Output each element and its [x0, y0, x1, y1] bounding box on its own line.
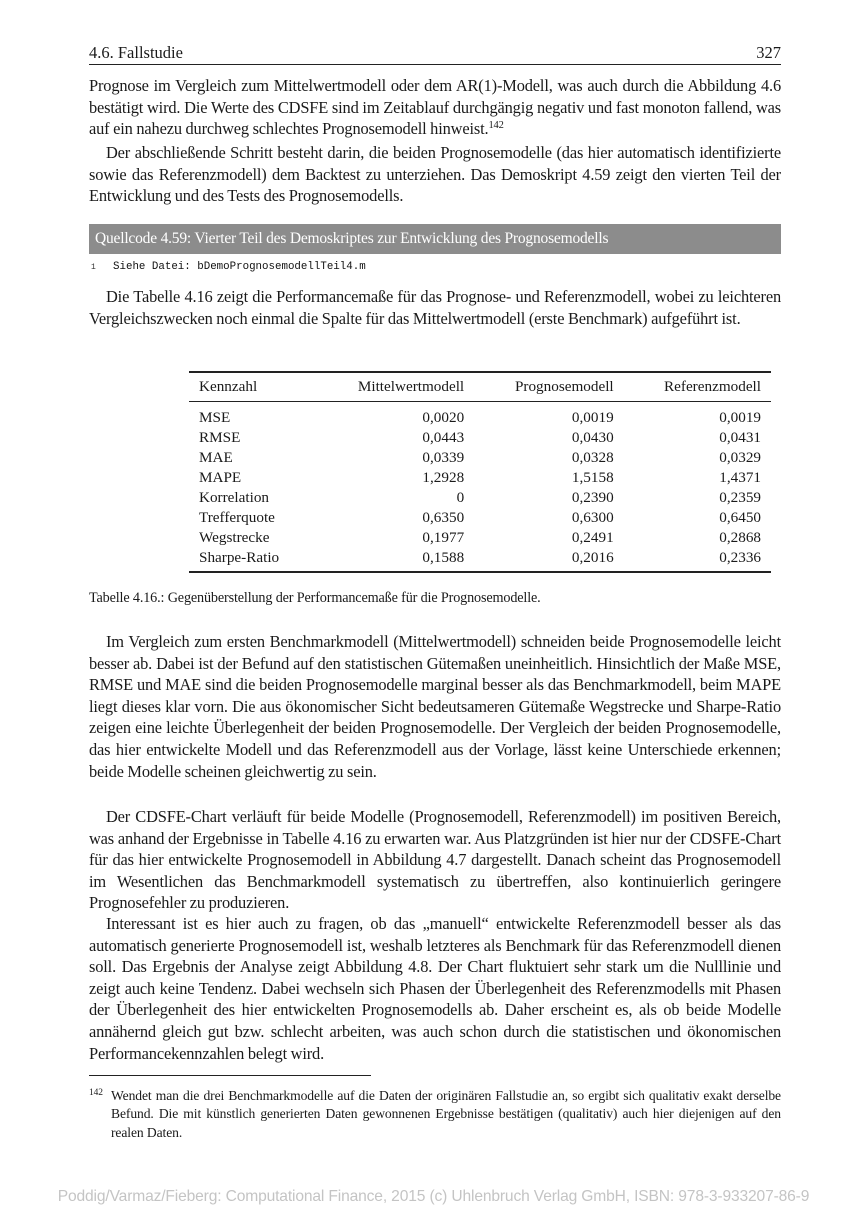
table-row	[189, 488, 771, 508]
table-row	[189, 508, 771, 528]
performance-table	[189, 371, 771, 573]
section-title: 4.6. Fallstudie	[89, 43, 183, 62]
cell-value: 0,2359	[719, 489, 761, 506]
paragraph-1-text: Prognose im Vergleich zum Mittelwertmodell oder dem AR(1)-Modell, was auch durch die Abbildung 4.6 bestätigt wird. Die Werte des CDSFE sind im Zeitablauf durchgängig negativ und fast monoton fallend, was auf ein nahezu durchweg schlechtes Prognosemodell hinweist.	[89, 76, 781, 139]
cell-value: 0,0430	[571, 429, 614, 446]
cell-value: 0,0328	[571, 449, 614, 466]
cell-value: 0,0339	[422, 449, 465, 466]
cell-value: 0,2016	[571, 549, 614, 566]
cell-value: 0,6450	[719, 509, 761, 526]
footnote	[89, 1087, 781, 1142]
footnote-mark: 142	[89, 1088, 103, 1098]
cell-metric: RMSE	[199, 429, 241, 446]
table-row	[189, 448, 771, 468]
cell-metric: Trefferquote	[199, 509, 275, 526]
cell-value: 0,1588	[422, 549, 465, 566]
table-row	[189, 548, 771, 572]
cell-value: 0,0019	[571, 409, 614, 426]
column-header-prognosemodell: Prognosemodell	[514, 378, 614, 395]
table-row	[189, 528, 771, 548]
paragraph-1	[89, 75, 781, 140]
cell-value: 0,1977	[422, 529, 465, 546]
cell-value: 0,0020	[422, 409, 465, 426]
paragraph-4: Im Vergleich zum ersten Benchmarkmodell (Mittelwertmodell) schneiden beide Prognosemodelle leicht besser ab. Dabei ist der Befund auf den statistischen Gütemaßen uneinheitlich. Hinsichtlich der Maße MSE, RMSE und MAE sind die beiden Prognosemodelle marginal besser als das Benchmarkmodell, beim MAPE liegt dieses klar vorn. Die aus ökonomischer Sicht bedeutsameren Gütemaße Wegstrecke und Sharpe-Ratio zeigen eine leichte Überlegenheit der beiden Prognosemodelle. Der Vergleich der beiden Prognosemodelle, das hier entwickelte Modell und das Referenzmodell aus der Vorlage, lässt keine Unterschiede erkennen; beide Modelle scheinen gleichwertig zu sein.	[89, 632, 781, 781]
cell-value: 0,2491	[571, 529, 614, 546]
cell-metric: MAE	[199, 449, 233, 466]
paragraph-6: Interessant ist es hier auch zu fragen, ob das „manuell“ entwickelte Referenzmodell besser als das automatisch generierte Prognosemodell ist, weshalb letzteres als Benchmark für das Referenzmodell dienen soll. Das Ergebnis der Analyse zeigt Abbildung 4.8. Der Chart fluktuiert sehr stark um die Nulllinie und zeigt auch keine Tendenz. Dabei wechseln sich Phasen der Überlegenheit des Referenzmodells mit Phasen der Überlegenheit des hier entwickelten Prognosemodells ab. Daher erscheint es, als ob beide Modelle annähernd gleich gut bzw. schlecht arbeiten, was auch schon durch die statistischen und ökonomischen Performancekennzahlen belegt wird.	[89, 914, 781, 1063]
table-row	[189, 428, 771, 448]
table-header-row	[189, 372, 771, 402]
footnote-rule	[89, 1075, 371, 1076]
cell-metric: Wegstrecke	[199, 529, 270, 546]
cell-value: 0,2390	[571, 489, 614, 506]
paragraph-5: Der CDSFE-Chart verläuft für beide Modelle (Prognosemodell, Referenzmodell) im positiven Bereich, was anhand der Ergebnisse in Tabelle 4.16 zu erwarten war. Aus Platzgründen ist hier nur der CDSFE-Chart für das hier entwickelte Prognosemodell in Abbildung 4.7 dargestellt. Danach scheint das Prognosemodell im Wesentlichen das Benchmarkmodell systematisch zu übertreffen, also kontinuierlich geringere Prognosefehler zu produzieren.	[89, 807, 781, 913]
cell-value: 0,0019	[719, 409, 761, 426]
column-header-referenzmodell: Referenzmodell	[664, 378, 761, 395]
cell-value: 0,0443	[422, 429, 465, 446]
cell-value: 0,0329	[719, 449, 761, 466]
paragraph-2: Der abschließende Schritt besteht darin, die beiden Prognosemodelle (das hier automatisch identifizierte sowie das Referenzmodell) dem Backtest zu unterziehen. Das Demoskript 4.59 zeigt den vierten Teil der Entwicklung und des Tests des Prognosemodells.	[89, 143, 781, 206]
column-header-kennzahl: Kennzahl	[199, 378, 258, 395]
code-listing-line	[89, 259, 366, 276]
copyright-watermark: Poddig/Varmaz/Fieberg: Computational Finance, 2015 (c) Uhlenbruch Verlag GmbH, ISBN: 978-3-933207-86-9	[57, 1188, 810, 1205]
cell-value: 0,6350	[422, 509, 465, 526]
paragraph-3: Die Tabelle 4.16 zeigt die Performancemaße für das Prognose- und Referenzmodell, wobei zu leichteren Vergleichszwecken noch einmal die Spalte für das Mittelwertmodell (erste Benchmark) aufgeführt ist.	[89, 287, 781, 328]
cell-value: 0	[456, 489, 465, 506]
cell-value: 1,5158	[571, 469, 614, 486]
column-header-mittelwertmodell: Mittelwertmodell	[357, 378, 465, 395]
cell-value: 0,2868	[719, 529, 761, 546]
footnote-reference[interactable]: 142	[488, 120, 504, 132]
table-row	[189, 468, 771, 488]
cell-metric: Korrelation	[199, 489, 270, 506]
cell-metric: MSE	[199, 409, 231, 426]
cell-metric: MAPE	[199, 469, 242, 486]
code-listing-title: Quellcode 4.59: Vierter Teil des Demoskriptes zur Entwicklung des Prognosemodells	[89, 224, 781, 254]
cell-value: 0,6300	[571, 509, 614, 526]
cell-value: 0,0431	[719, 429, 761, 446]
page-number: 327	[756, 43, 781, 62]
running-header	[89, 42, 781, 65]
table-row	[189, 402, 771, 429]
table-caption: Tabelle 4.16.: Gegenüberstellung der Performancemaße für die Prognosemodelle.	[89, 590, 541, 606]
cell-value: 0,2336	[719, 549, 761, 566]
cell-metric: Sharpe-Ratio	[199, 549, 280, 566]
footnote-text: Wendet man die drei Benchmarkmodelle auf die Daten der originären Fallstudie an, so ergibt sich qualitativ exakt derselbe Befund. Die mit künstlich generierten Daten gewonnenen Ergebnisse bestätigen (qualitativ) auch hier diejenigen auf den realen Daten.	[111, 1088, 781, 1140]
code-line-number: 1	[91, 263, 96, 272]
cell-value: 1,2928	[422, 469, 465, 486]
code-line-text: Siehe Datei: bDemoPrognosemodellTeil4.m	[113, 261, 366, 273]
cell-value: 1,4371	[719, 469, 761, 486]
